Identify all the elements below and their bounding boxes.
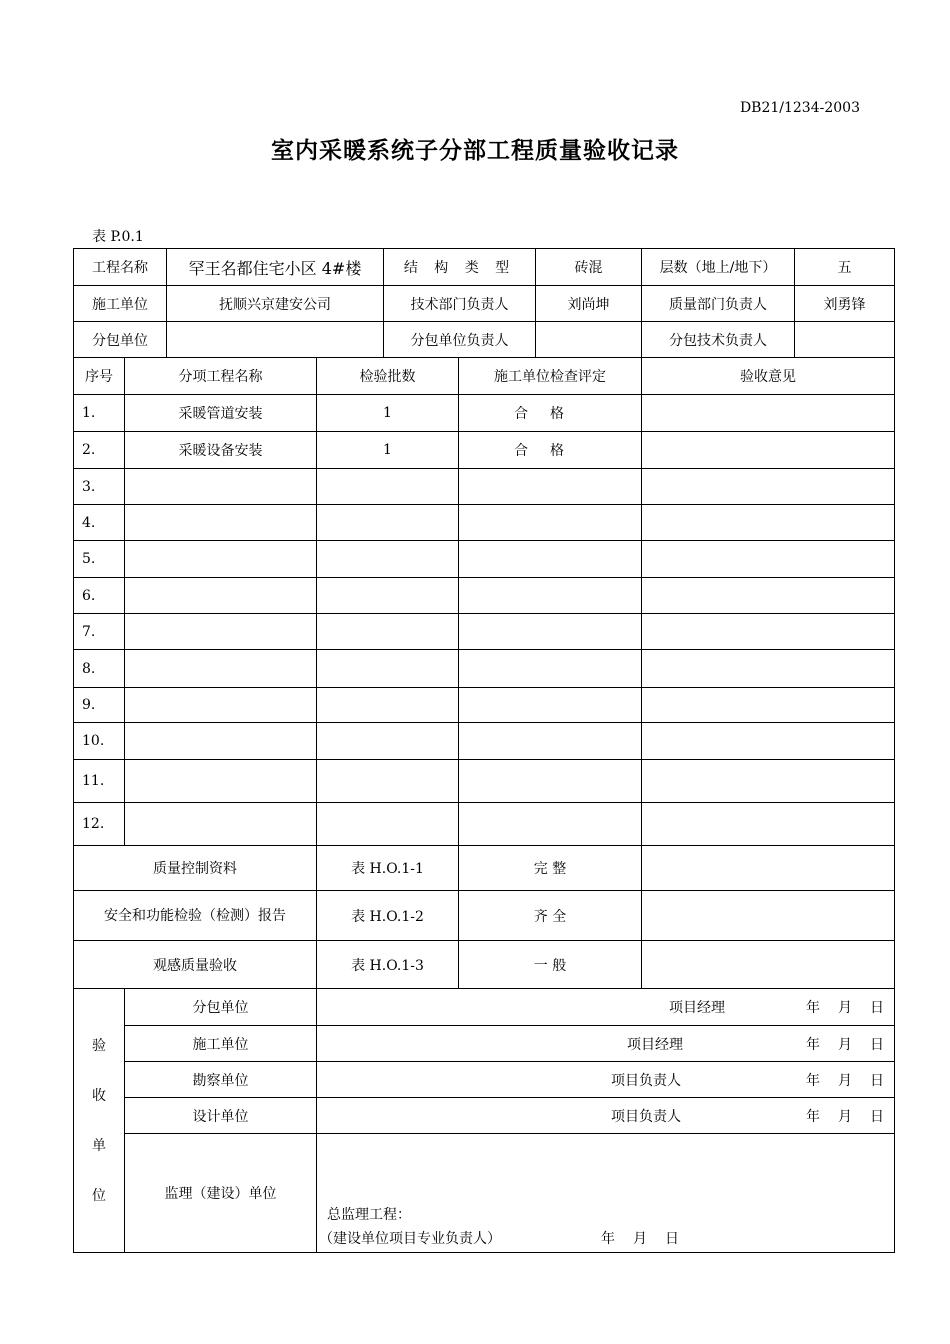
item-batches bbox=[317, 614, 459, 650]
standard-code: DB21/1234-2003 bbox=[739, 100, 860, 116]
year-label: 年 bbox=[806, 1108, 820, 1125]
item-no: 6. bbox=[74, 578, 125, 614]
item-evaluation: 合格 bbox=[459, 395, 642, 432]
table-row bbox=[74, 469, 895, 505]
contractor-label: 施工单位 bbox=[74, 286, 167, 322]
table-row bbox=[74, 803, 895, 846]
doc-status: 一 般 bbox=[459, 941, 642, 989]
chief-supervisor-label: 总监理工程： bbox=[327, 1207, 411, 1223]
item-batches bbox=[317, 688, 459, 723]
item-no: 9. bbox=[74, 688, 125, 723]
document-title: 室内采暖系统子分部工程质量验收记录 bbox=[271, 137, 679, 164]
item-no: 4. bbox=[74, 505, 125, 541]
quality-head-value: 刘勇锋 bbox=[795, 286, 895, 322]
subcontractor-value bbox=[167, 322, 384, 358]
owner-rep-label: （建设单位项目专业负责人） bbox=[319, 1231, 501, 1247]
item-evaluation bbox=[459, 469, 642, 505]
day-label: 日 bbox=[870, 1072, 884, 1089]
day-label: 日 bbox=[870, 1108, 884, 1125]
signer-role: 项目经理 bbox=[669, 1000, 725, 1016]
item-evaluation bbox=[459, 688, 642, 723]
item-batches: 1 bbox=[317, 432, 459, 469]
item-opinion bbox=[642, 578, 895, 614]
year-label: 年 bbox=[806, 1000, 820, 1016]
item-name bbox=[125, 650, 317, 688]
signer-role: 项目负责人 bbox=[611, 1072, 681, 1089]
doc-opinion bbox=[642, 941, 895, 989]
item-name: 采暖管道安装 bbox=[125, 395, 317, 432]
sign-date bbox=[788, 1070, 884, 1090]
owner-rep-line bbox=[319, 1228, 697, 1248]
tech-head-value: 刘尚坤 bbox=[536, 286, 642, 322]
year-label: 年 bbox=[806, 1072, 820, 1089]
header-evaluation: 施工单位检查评定 bbox=[459, 358, 642, 395]
group-char: 验 bbox=[92, 1037, 106, 1054]
supervision-sign-cell bbox=[317, 1134, 895, 1253]
project-info-table bbox=[73, 248, 895, 358]
item-opinion bbox=[642, 395, 895, 432]
month-label: 月 bbox=[838, 1072, 852, 1089]
table-row bbox=[74, 760, 895, 803]
item-name bbox=[125, 541, 317, 578]
item-name bbox=[125, 614, 317, 650]
group-char: 收 bbox=[92, 1087, 106, 1104]
item-evaluation bbox=[459, 760, 642, 803]
sign-cell bbox=[317, 989, 895, 1026]
item-batches bbox=[317, 469, 459, 505]
items-table bbox=[73, 357, 895, 989]
item-evaluation bbox=[459, 505, 642, 541]
item-no: 12. bbox=[74, 803, 125, 846]
item-batches bbox=[317, 505, 459, 541]
table-row bbox=[74, 395, 895, 432]
item-name bbox=[125, 505, 317, 541]
unit-name: 设计单位 bbox=[125, 1098, 317, 1134]
item-no: 8. bbox=[74, 650, 125, 688]
item-opinion bbox=[642, 650, 895, 688]
item-rows bbox=[74, 395, 895, 846]
doc-name: 安全和功能检验（检测）报告 bbox=[74, 891, 317, 941]
day-label: 日 bbox=[870, 1000, 884, 1016]
unit-name: 监理（建设）单位 bbox=[125, 1134, 317, 1253]
item-evaluation bbox=[459, 578, 642, 614]
table-row bbox=[74, 578, 895, 614]
header-item-name: 分项工程名称 bbox=[125, 358, 317, 395]
item-no: 3. bbox=[74, 469, 125, 505]
doc-form: 表 H.O.1-2 bbox=[317, 891, 459, 941]
item-no: 11. bbox=[74, 760, 125, 803]
item-batches bbox=[317, 650, 459, 688]
tech-head-label: 技术部门负责人 bbox=[384, 286, 536, 322]
item-opinion bbox=[642, 723, 895, 760]
item-name: 采暖设备安装 bbox=[125, 432, 317, 469]
acceptance-units-group-label bbox=[74, 989, 125, 1253]
acceptance-units-table bbox=[73, 988, 895, 1253]
doc-form: 表 H.O.1-1 bbox=[317, 846, 459, 891]
unit-name: 勘察单位 bbox=[125, 1062, 317, 1098]
group-char: 单 bbox=[92, 1137, 106, 1154]
doc-form: 表 H.O.1-3 bbox=[317, 941, 459, 989]
item-evaluation bbox=[459, 650, 642, 688]
month-label: 月 bbox=[838, 1108, 852, 1125]
sub-tech-head-value bbox=[795, 322, 895, 358]
contractor-value: 抚顺兴京建安公司 bbox=[167, 286, 384, 322]
doc-status: 完 整 bbox=[459, 846, 642, 891]
header-no: 序号 bbox=[74, 358, 125, 395]
item-batches: 1 bbox=[317, 395, 459, 432]
sub-head-label: 分包单位负责人 bbox=[384, 322, 536, 358]
floors-value: 五 bbox=[795, 249, 895, 286]
doc-status: 齐 全 bbox=[459, 891, 642, 941]
header-opinion: 验收意见 bbox=[642, 358, 895, 395]
table-row bbox=[74, 541, 895, 578]
item-opinion bbox=[642, 688, 895, 723]
item-batches bbox=[317, 578, 459, 614]
doc-opinion bbox=[642, 891, 895, 941]
unit-name: 分包单位 bbox=[125, 989, 317, 1026]
sub-head-value bbox=[536, 322, 642, 358]
sub-tech-head-label: 分包技术负责人 bbox=[642, 322, 795, 358]
item-opinion bbox=[642, 469, 895, 505]
item-batches bbox=[317, 541, 459, 578]
acceptance-record-table bbox=[73, 248, 894, 1253]
sign-cell bbox=[317, 1098, 895, 1134]
item-evaluation bbox=[459, 541, 642, 578]
project-name-label: 工程名称 bbox=[74, 249, 167, 286]
doc-name: 质量控制资料 bbox=[74, 846, 317, 891]
unit-name: 施工单位 bbox=[125, 1026, 317, 1062]
sign-date bbox=[788, 1106, 884, 1126]
item-opinion bbox=[642, 432, 895, 469]
table-row bbox=[74, 614, 895, 650]
year-label: 年 bbox=[806, 1036, 820, 1053]
floors-label: 层数（地上/地下） bbox=[642, 249, 795, 286]
item-no: 1. bbox=[74, 395, 125, 432]
header-batches: 检验批数 bbox=[317, 358, 459, 395]
item-no: 5. bbox=[74, 541, 125, 578]
day-label: 日 bbox=[870, 1036, 884, 1053]
table-row bbox=[74, 650, 895, 688]
item-evaluation bbox=[459, 723, 642, 760]
table-row bbox=[74, 723, 895, 760]
item-no: 7. bbox=[74, 614, 125, 650]
doc-opinion bbox=[642, 846, 895, 891]
structure-type-label: 结 构 类 型 bbox=[384, 249, 536, 286]
sign-date bbox=[788, 997, 884, 1017]
sign-cell bbox=[317, 1026, 895, 1062]
item-opinion bbox=[642, 541, 895, 578]
item-name bbox=[125, 578, 317, 614]
table-row bbox=[74, 505, 895, 541]
project-name-value: 罕王名都住宅小区 4#楼 bbox=[167, 249, 384, 286]
item-evaluation bbox=[459, 614, 642, 650]
item-opinion bbox=[642, 803, 895, 846]
structure-type-value: 砖混 bbox=[536, 249, 642, 286]
item-name bbox=[125, 723, 317, 760]
item-no: 10. bbox=[74, 723, 125, 760]
form-id: 表 P.0.1 bbox=[92, 229, 144, 245]
item-name bbox=[125, 803, 317, 846]
sign-date bbox=[788, 1034, 884, 1054]
sign-cell bbox=[317, 1062, 895, 1098]
sign-date bbox=[601, 1231, 697, 1247]
month-label: 月 bbox=[838, 1036, 852, 1053]
item-name bbox=[125, 760, 317, 803]
year-label: 年 bbox=[601, 1231, 615, 1247]
item-batches bbox=[317, 803, 459, 846]
quality-head-label: 质量部门负责人 bbox=[642, 286, 795, 322]
item-name bbox=[125, 469, 317, 505]
item-evaluation bbox=[459, 803, 642, 846]
day-label: 日 bbox=[665, 1231, 679, 1247]
table-row bbox=[74, 432, 895, 469]
signer-role: 项目经理 bbox=[627, 1036, 683, 1053]
table-row bbox=[74, 688, 895, 723]
month-label: 月 bbox=[838, 1000, 852, 1016]
item-opinion bbox=[642, 505, 895, 541]
subcontractor-label: 分包单位 bbox=[74, 322, 167, 358]
month-label: 月 bbox=[633, 1231, 647, 1247]
item-name bbox=[125, 688, 317, 723]
item-opinion bbox=[642, 614, 895, 650]
group-char: 位 bbox=[92, 1187, 106, 1204]
signer-role: 项目负责人 bbox=[611, 1108, 681, 1125]
item-evaluation: 合格 bbox=[459, 432, 642, 469]
item-batches bbox=[317, 723, 459, 760]
item-no: 2. bbox=[74, 432, 125, 469]
doc-name: 观感质量验收 bbox=[74, 941, 317, 989]
item-batches bbox=[317, 760, 459, 803]
item-opinion bbox=[642, 760, 895, 803]
